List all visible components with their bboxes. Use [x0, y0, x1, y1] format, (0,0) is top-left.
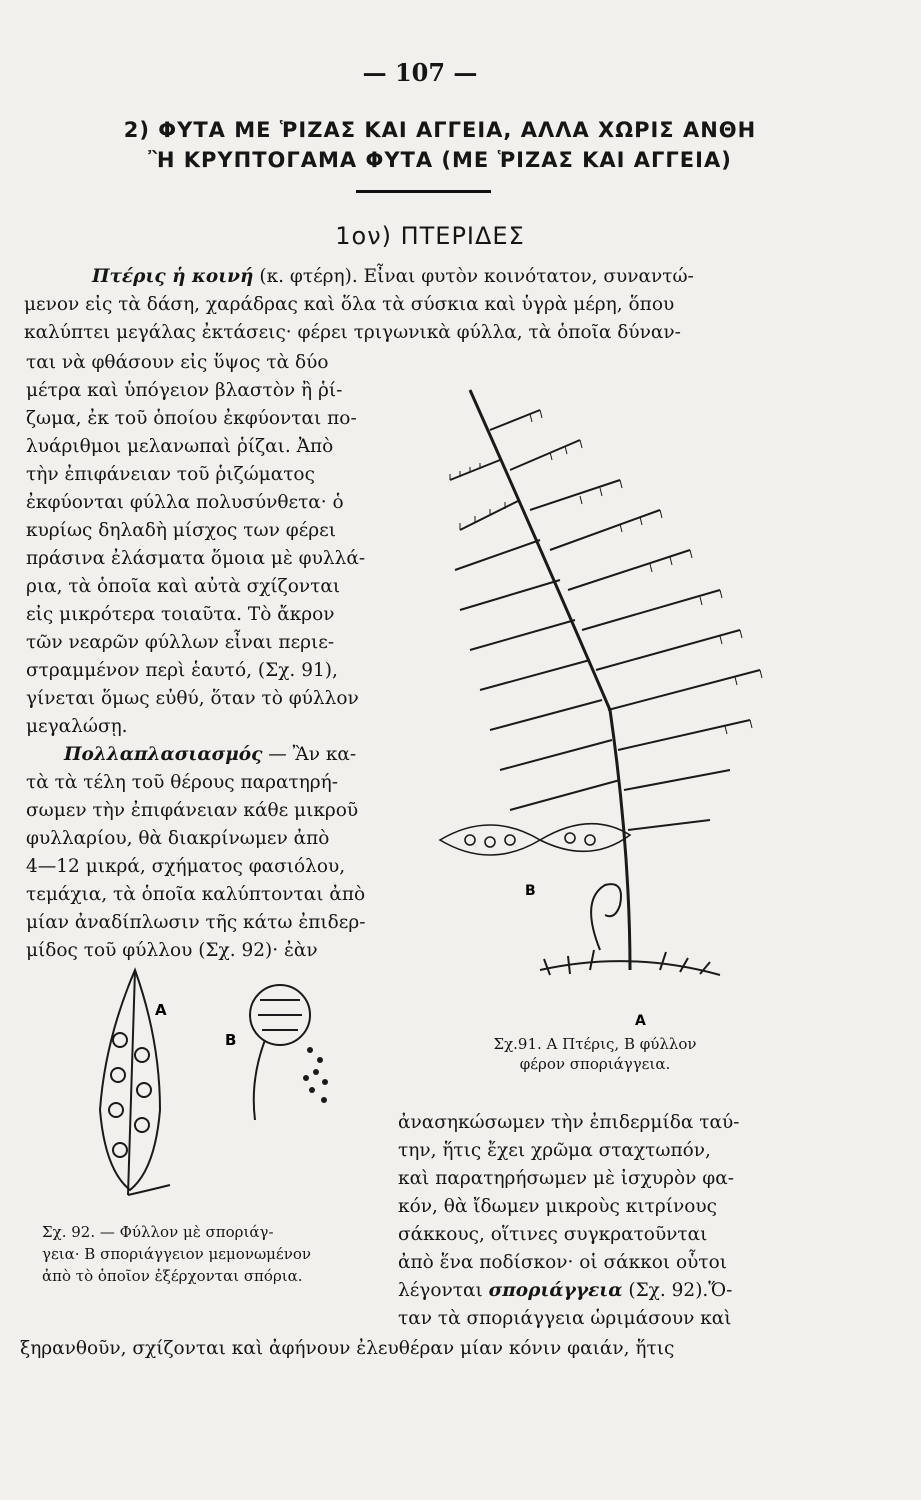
text-line: κυρίως δηλαδὴ μίσχος των φέρει [26, 520, 337, 541]
fig91-label-a: Α [635, 1013, 646, 1029]
intro-line-3: καλύπτει μεγάλας ἐκτάσεις· φέρει τριγωνικὰ φύλλα, τὰ ὁποῖα δύναν- [24, 322, 681, 343]
text-line: τὰ τὰ τέλη τοῦ θέρους παρατηρή- [26, 772, 338, 793]
page-number: — 107 — [362, 58, 478, 87]
mult-line-1-rest: — Ἂν κα- [262, 744, 357, 765]
text-line: σάκκους, οἵτινες συγκρατοῦνται [398, 1224, 708, 1245]
intro-line-1 [92, 264, 694, 290]
text-line: σωμεν τὴν ἐπιφάνειαν κάθε μικροῦ [26, 800, 359, 821]
heading-rule [356, 190, 491, 193]
fig91-label-b: Β [525, 883, 536, 899]
text-line: φυλλαρίου, θὰ διακρίνωμεν ἀπὸ [26, 828, 330, 849]
text-line: ἀνασηκώσωμεν τὴν ἐπιδερμίδα ταύ- [398, 1112, 740, 1133]
text-line-sporaggeia [398, 1278, 732, 1304]
chapter-heading-line2: Ἢ ΚΡΥΠΤΟΓΑΜΑ ΦΥΤΑ (ΜΕ ῬΙΖΑΣ ΚΑΙ ΑΓΓΕΙΑ) [148, 148, 732, 172]
text-line: 4—12 μικρά, σχήματος φασιόλου, [26, 856, 346, 877]
text-line: την, ἥτις ἔχει χρῶμα σταχτωπόν, [398, 1140, 711, 1161]
right-line7-post: (Σχ. 92).Ὅ- [622, 1280, 733, 1301]
text-line: στραμμένον περὶ ἑαυτό, (Σχ. 91), [26, 660, 338, 681]
text-line: εἰς μικρότερα τοιαῦτα. Τὸ ἄκρον [26, 604, 335, 625]
text-line: γίνεται ὅμως εὐθύ, ὅταν τὸ φύλλον [26, 688, 359, 709]
fig92-label-b: Β [225, 1031, 237, 1049]
mult-line-1 [64, 742, 356, 768]
fig92-caption-line2: γεια· Β σποριάγγειον μεμονωμένον [42, 1245, 311, 1263]
term-sporaggeia: σποριάγγεια [488, 1280, 623, 1301]
text-line: μίαν ἀναδίπλωσιν τῆς κάτω ἐπιδερ- [26, 912, 366, 933]
text-line: πράσινα ἐλάσματα ὅμοια μὲ φυλλά- [26, 548, 366, 569]
section-title: 1ον) ΠΤΕΡΙΔΕΣ [335, 222, 525, 250]
text-line: μίδος τοῦ φύλλου (Σχ. 92)· ἐὰν [26, 940, 318, 961]
figure-92-sporangia [80, 960, 390, 1210]
sporangia-illustration [80, 960, 390, 1210]
text-line: ἀπὸ ἕνα ποδίσκον· οἱ σάκκοι οὗτοι [398, 1252, 728, 1273]
text-line: λυάριθμοι μελανωπαὶ ῥίζαι. Ἀπὸ [26, 436, 334, 457]
text-line: ται νὰ φθάσουν εἰς ὕψος τὰ δύο [26, 352, 329, 373]
term-pollaplasiasmos: Πολλαπλασιασμός [64, 744, 263, 765]
chapter-heading-line1: 2) ΦΥΤΑ ΜΕ ῬΙΖΑΣ ΚΑΙ ΑΓΓΕΙΑ, ΑΛΛΑ ΧΩΡΙΣ ΑΝΘΗ [123, 118, 757, 142]
text-line: κόν, θὰ ἴδωμεν μικροὺς κιτρίνους [398, 1196, 717, 1217]
fig91-caption-line1: Σχ.91. Α Πτέρις, Β φύλλον [493, 1035, 697, 1053]
text-line: μεγαλώσῃ. [26, 716, 128, 737]
fig92-caption-line3: ἀπὸ τὸ ὁποῖον ἐξέρχονται σπόρια. [42, 1267, 303, 1285]
figure-91-fern [430, 370, 780, 1030]
text-line: καὶ παρατηρήσωμεν μὲ ἰσχυρὸν φα- [398, 1168, 734, 1189]
right-line7-pre: λέγονται [398, 1280, 489, 1301]
text-line: τὴν ἐπιφάνειαν τοῦ ῥιζώματος [26, 464, 315, 485]
term-pteris: Πτέρις ἡ κοινή [92, 266, 254, 287]
text-line: ζωμα, ἐκ τοῦ ὁποίου ἐκφύονται πο- [26, 408, 357, 429]
text-line: ἐκφύονται φύλλα πολυσύνθετα· ὁ [26, 492, 344, 513]
fig91-caption-line2: φέρον σποριάγγεια. [519, 1055, 671, 1073]
fig92-label-a: Α [155, 1001, 167, 1019]
fern-illustration [430, 370, 780, 1030]
text-line: τεμάχια, τὰ ὁποῖα καλύπτονται ἀπὸ [26, 884, 366, 905]
fig92-caption-line1: Σχ. 92. — Φύλλον μὲ σποριάγ- [42, 1223, 274, 1241]
figure-91-caption [440, 1034, 750, 1074]
text-line: μέτρα καὶ ὑπόγειον βλαστὸν ἢ ῥί- [26, 380, 343, 401]
final-line: ξηρανθοῦν, σχίζονται καὶ ἀφήνουν ἐλευθέραν μίαν κόνιν φαιάν, ἥτις [20, 1338, 675, 1359]
text-line: ρια, τὰ ὁποῖα καὶ αὐτὰ σχίζονται [26, 576, 341, 597]
text-line: ταν τὰ σποριάγγεια ὡριμάσουν καὶ [398, 1308, 732, 1329]
intro-line-2: μενον εἰς τὰ δάση, χαράδρας καὶ ὅλα τὰ σύσκια καὶ ὑγρὰ μέρη, ὅπου [24, 294, 675, 315]
intro-line-1-rest: (κ. φτέρη). Εἶναι φυτὸν κοινότατον, συναντώ- [253, 266, 694, 287]
text-line: τῶν νεαρῶν φύλλων εἶναι περιε- [26, 632, 335, 653]
